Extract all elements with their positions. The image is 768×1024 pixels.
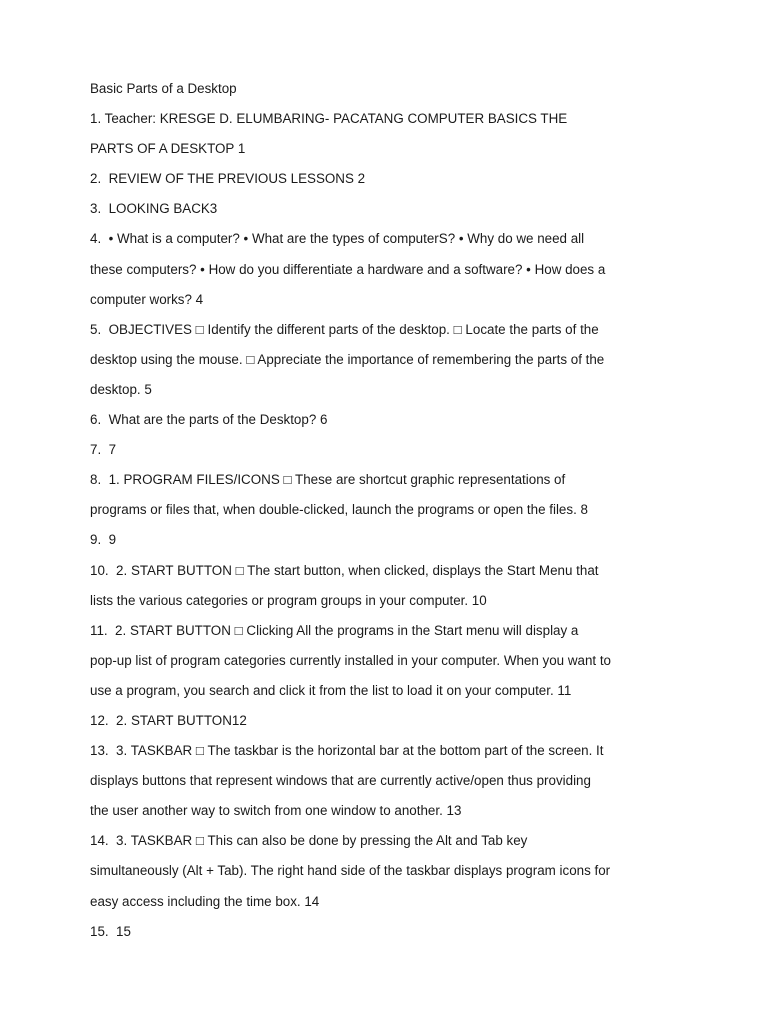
- text-line: 1. Teacher: KRESGE D. ELUMBARING- PACATANG COMPUTER BASICS THE: [90, 111, 568, 127]
- text-line: pop-up list of program categories currently installed in your computer. When you want to: [90, 652, 612, 668]
- text-line: desktop. 5: [90, 381, 152, 397]
- text-line: easy access including the time box. 14: [90, 893, 320, 909]
- text-line: 3. LOOKING BACK3: [90, 201, 218, 217]
- text-line: 10. 2. START BUTTON □ The start button, when clicked, displays the Start Menu that: [90, 562, 599, 578]
- text-line: 12. 2. START BUTTON12: [90, 712, 247, 728]
- text-line: 2. REVIEW OF THE PREVIOUS LESSONS 2: [90, 171, 366, 187]
- text-line: 11. 2. START BUTTON □ Clicking All the programs in the Start menu will display a: [90, 622, 579, 638]
- text-line: 5. OBJECTIVES □ Identify the different parts of the desktop. □ Locate the parts of the: [90, 321, 599, 337]
- text-line: desktop using the mouse. □ Appreciate the importance of remembering the parts of the: [90, 351, 605, 367]
- text-line: 7. 7: [90, 442, 117, 458]
- text-line: 14. 3. TASKBAR □ This can also be done by pressing the Alt and Tab key: [90, 833, 528, 849]
- text-line: 6. What are the parts of the Desktop? 6: [90, 412, 328, 428]
- text-line: 9. 9: [90, 532, 117, 548]
- text-line: programs or files that, when double-clicked, launch the programs or open the files. 8: [90, 502, 588, 518]
- text-line: the user another way to switch from one window to another. 13: [90, 803, 462, 819]
- text-line: 15. 15: [90, 923, 131, 939]
- text-line: 4. • What is a computer? • What are the types of computerS? • Why do we need all: [90, 231, 585, 247]
- text-line: use a program, you search and click it from the list to load it on your computer. 11: [90, 682, 572, 698]
- document-body: [90, 74, 690, 947]
- text-line: simultaneously (Alt + Tab). The right hand side of the taskbar displays program icons for: [90, 863, 611, 879]
- text-line: PARTS OF A DESKTOP 1: [90, 141, 246, 157]
- text-line: these computers? • How do you differentiate a hardware and a software? • How does a: [90, 261, 606, 277]
- text-line: 13. 3. TASKBAR □ The taskbar is the horizontal bar at the bottom part of the screen. It: [90, 743, 604, 759]
- text-line: computer works? 4: [90, 291, 204, 307]
- text-line: lists the various categories or program groups in your computer. 10: [90, 592, 487, 608]
- text-line: displays buttons that represent windows that are currently active/open thus providing: [90, 773, 591, 789]
- text-line: 8. 1. PROGRAM FILES/ICONS □ These are shortcut graphic representations of: [90, 472, 566, 488]
- document-title: Basic Parts of a Desktop: [90, 81, 237, 96]
